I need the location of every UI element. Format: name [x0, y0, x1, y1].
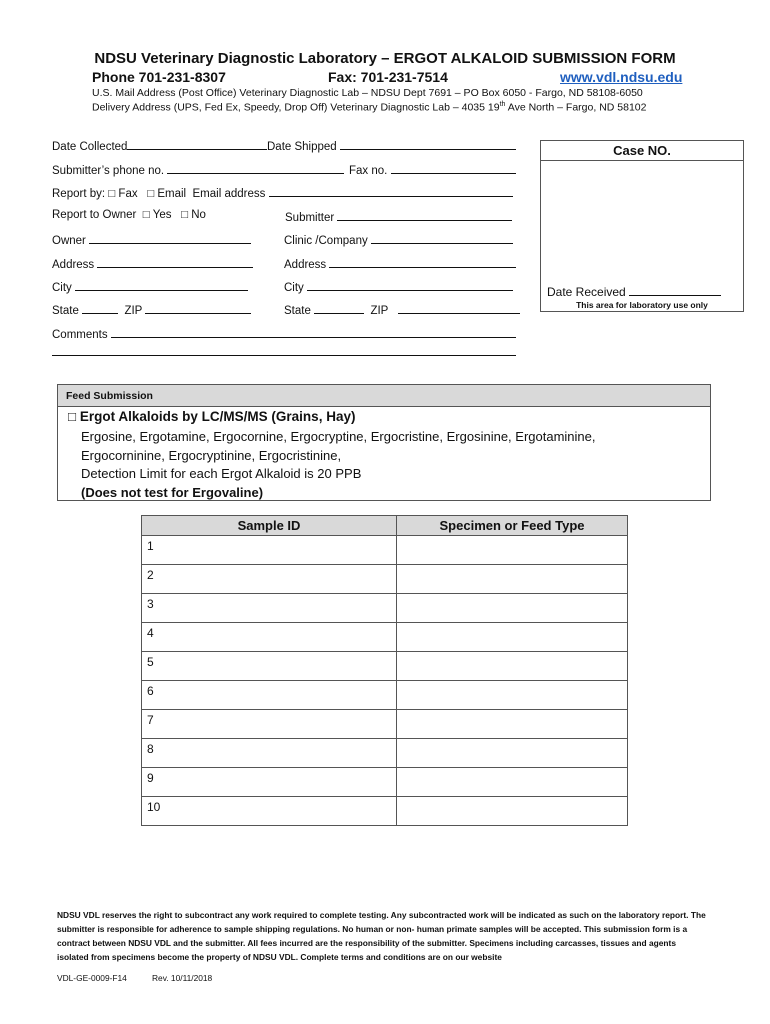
owner-address-field[interactable]: Address [52, 256, 253, 271]
specimen-type-cell[interactable] [397, 565, 628, 594]
case-number-box [540, 140, 744, 312]
specimen-type-cell[interactable] [397, 797, 628, 826]
owner-no-checkbox[interactable]: □ No [181, 209, 206, 221]
sample-id-cell[interactable]: 8 [142, 739, 397, 768]
ergovaline-note: (Does not test for Ergovaline) [81, 485, 264, 500]
table-row [142, 768, 628, 797]
specimen-type-cell[interactable] [397, 768, 628, 797]
form-id: VDL-GE-0009-F14 [57, 973, 127, 983]
alkaloid-list-2: Ergocorninine, Ergocryptinine, Ergocristinine, [81, 448, 342, 463]
specimen-type-cell[interactable] [397, 623, 628, 652]
table-row [142, 623, 628, 652]
specimen-type-cell[interactable] [397, 681, 628, 710]
specimen-type-cell[interactable] [397, 652, 628, 681]
table-row [142, 797, 628, 826]
report-to-owner-field: Report to Owner □ Yes □ No [52, 209, 206, 221]
date-shipped-field[interactable]: Date Shipped [267, 138, 516, 153]
table-row [142, 565, 628, 594]
submitter-address-field[interactable]: Address [284, 256, 516, 271]
report-by-field: Report by: □ Fax □ Email Email address [52, 185, 513, 200]
comments-field[interactable]: Comments [52, 326, 516, 341]
ergot-alkaloid-checkbox[interactable]: □ Ergot Alkaloids by LC/MS/MS (Grains, Hay) [68, 409, 356, 424]
email-address-field[interactable]: Email address [193, 188, 513, 200]
submitter-phone-field[interactable]: Submitter’s phone no. [52, 162, 344, 177]
form-title: NDSU Veterinary Diagnostic Laboratory – ERGOT ALKALOID SUBMISSION FORM [94, 50, 676, 67]
fax-no-field[interactable]: Fax no. [349, 162, 516, 177]
sample-id-cell[interactable]: 1 [142, 536, 397, 565]
sample-id-cell[interactable]: 10 [142, 797, 397, 826]
specimen-type-cell[interactable] [397, 536, 628, 565]
specimen-type-cell[interactable] [397, 594, 628, 623]
delivery-address: Delivery Address (UPS, Fed Ex, Speedy, Drop Off) Veterinary Diagnostic Lab – 4035 19th Ave North – Fargo, ND 58102 [92, 101, 647, 114]
alkaloid-list-1: Ergosine, Ergotamine, Ergocornine, Ergocryptine, Ergocristine, Ergosinine, Ergotaminine, [81, 429, 596, 444]
sample-id-cell[interactable]: 9 [142, 768, 397, 797]
owner-yes-checkbox[interactable]: □ Yes [142, 209, 172, 221]
clinic-field[interactable]: Clinic /Company [284, 232, 513, 247]
owner-field[interactable]: Owner [52, 232, 251, 247]
revision-date: Rev. 10/11/2018 [152, 973, 213, 983]
report-fax-checkbox[interactable]: □ Fax [108, 188, 138, 200]
detection-limit: Detection Limit for each Ergot Alkaloid is 20 PPB [81, 466, 362, 481]
owner-state-zip-field[interactable]: State ZIP [52, 302, 251, 317]
website-link[interactable]: www.vdl.ndsu.edu [560, 69, 683, 85]
sample-id-cell[interactable]: 6 [142, 681, 397, 710]
submitter-state-zip-field[interactable]: State ZIP [284, 302, 520, 317]
lab-fax: Fax: 701-231-7514 [328, 69, 448, 85]
comments-line-2[interactable] [52, 355, 516, 356]
case-number-title: Case NO. [541, 141, 743, 161]
table-row [142, 739, 628, 768]
sample-table [141, 515, 628, 826]
sample-id-cell[interactable]: 4 [142, 623, 397, 652]
table-row [142, 710, 628, 739]
specimen-type-header: Specimen or Feed Type [397, 516, 628, 536]
mail-address: U.S. Mail Address (Post Office) Veterinary Diagnostic Lab – NDSU Dept 7691 – PO Box 6050 - Fargo, ND 58108-6050 [92, 87, 643, 99]
date-received-field[interactable]: Date Received [547, 284, 721, 299]
sample-id-cell[interactable]: 5 [142, 652, 397, 681]
sample-id-cell[interactable]: 3 [142, 594, 397, 623]
table-row [142, 681, 628, 710]
table-row [142, 536, 628, 565]
specimen-type-cell[interactable] [397, 710, 628, 739]
submitter-city-field[interactable]: City [284, 279, 513, 294]
lab-use-note: This area for laboratory use only [576, 300, 708, 310]
sample-id-cell[interactable]: 7 [142, 710, 397, 739]
table-row [142, 594, 628, 623]
specimen-type-cell[interactable] [397, 739, 628, 768]
sample-id-cell[interactable]: 2 [142, 565, 397, 594]
lab-phone: Phone 701-231-8307 [92, 69, 226, 85]
feed-submission-header: Feed Submission [58, 385, 710, 407]
date-collected-field[interactable]: Date Collected [52, 138, 267, 153]
submitter-field[interactable]: Submitter [285, 209, 512, 224]
table-row [142, 652, 628, 681]
feed-submission-box [57, 384, 711, 501]
disclaimer-text: NDSU VDL reserves the right to subcontract any work required to complete testing. Any subcontracted work will be indicated as such on the laboratory report. The submitter is responsible for adherence to sample shipping regulations. No human or non- human primate samples will be accepted. This submission form is a contract between NDSU VDL and the submitter. All fees incurred are the responsibility of the submitter. Specimens including carcasses, tissues and agents isolated from specimens become the property of NDSU VDL. Complete terms and conditions are on our website [57, 910, 706, 962]
sample-id-header: Sample ID [142, 516, 397, 536]
report-email-checkbox[interactable]: □ Email [147, 188, 187, 200]
owner-city-field[interactable]: City [52, 279, 248, 294]
